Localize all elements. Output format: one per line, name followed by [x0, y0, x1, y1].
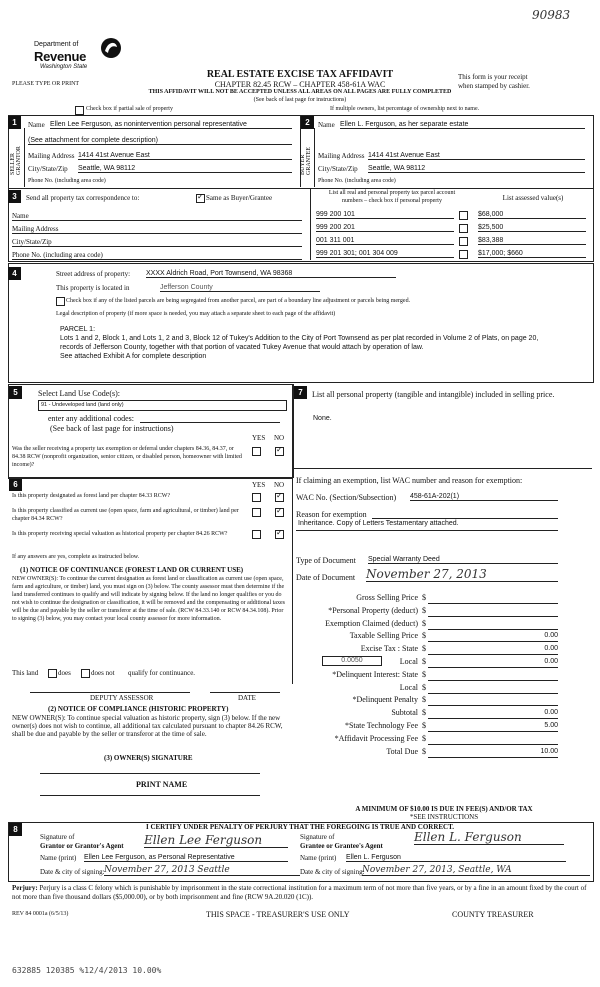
- buyer-mailing-label: Mailing Address: [318, 152, 365, 160]
- segregated-label: Check box if any of the listed parcels are being segregated from another parcel, are part of a boundary line adjustment or parcels being merged.: [66, 298, 411, 304]
- print-name-label: PRINT NAME: [136, 780, 188, 789]
- assessed-header: List assessed value(s): [502, 194, 564, 202]
- grantee-date-city: November 27, 2013, Seattle, WA: [362, 865, 590, 876]
- tax-row-value: 0.00: [428, 632, 558, 642]
- wac-label: WAC No. (Section/Subsection): [296, 493, 397, 502]
- minimum-due-note: A MINIMUM OF $10.00 IS DUE IN FEE(S) AND/OR TAX: [355, 805, 533, 813]
- tax-row-label: Subtotal: [391, 708, 418, 718]
- see-back-instructions: (See back of last page for instructions): [253, 97, 347, 103]
- does-checkbox[interactable]: [48, 669, 57, 678]
- forest-land-question: Is this property designated as forest land per chapter 84.33 RCW?: [12, 493, 171, 499]
- s6-no: NO: [274, 481, 285, 489]
- s3-name-label: Name: [12, 212, 302, 221]
- notice-continuance-text: NEW OWNER(S): To continue the current designation as forest land or classification as current use (open space, farm and agriculture, or timber) land, you must sign on (3) below. The county assessor must then determine if the land transferred continues to qualify and will indicate by signing below. If the land no longer qualifies or you do not wish to continue the designation or classification, it will be removed and the compensating or additional taxes will be due and payable by the seller or transferor at the time of sale. (RCW 84.33.140 or RCW 84.34.108). Prior to signing (3) below, you may contact your local county assessor for more information.: [12, 576, 285, 622]
- current-use-question: Is this property classified as current use (open space, farm and agricultural, or timber) land per chapter 84.34 RCW?: [12, 508, 239, 522]
- seller-phone-label: Phone No. (including area code): [28, 178, 106, 184]
- personal-property-checkbox[interactable]: [459, 224, 468, 233]
- tax-row-label: *Delinquent Penalty: [352, 695, 418, 705]
- department-logo: [30, 37, 120, 79]
- s3-mailing-label: Mailing Address: [12, 225, 302, 234]
- parcel-number: 001 311 001: [316, 237, 454, 245]
- grantee-date-label: Date & city of signing:: [300, 868, 365, 876]
- parcel-number: 999 201 301; 001 304 009: [316, 250, 454, 258]
- recording-stamp: 632885 120385 %12/4/2013 10.00%: [12, 966, 162, 975]
- this-land-label: This land: [12, 669, 39, 677]
- parcel-header-2: numbers – check box if personal property: [342, 198, 442, 204]
- land-use-label: Select Land Use Code(s):: [38, 389, 120, 398]
- doc-date: November 27, 2013: [366, 567, 558, 582]
- exemption-question: Was the seller receiving a property tax exemption or deferral under chapters 84.36, 84.37, or 84.38 RCW (nonprofit organization, senior citizen, or disabled person, homeowner with limited income)?: [12, 446, 242, 468]
- parcel-number: 999 200 201: [316, 224, 454, 232]
- does-not-checkbox[interactable]: [81, 669, 90, 678]
- grantor-date-label: Date & city of signing:: [40, 868, 105, 876]
- owner-signature-label: (3) OWNER(S) SIGNATURE: [104, 754, 193, 762]
- perjury-statement: [12, 884, 592, 902]
- tax-row-dollar: $: [422, 618, 426, 628]
- personal-property-checkbox[interactable]: [459, 211, 468, 220]
- parcel-title: PARCEL 1:: [60, 326, 96, 333]
- tax-row-dollar: $: [422, 669, 426, 679]
- tax-row-value: 0.00: [428, 709, 558, 719]
- personal-property-list-label: List all personal property (tangible and intangible) included in selling price.: [312, 390, 555, 399]
- does-not-label: does not: [91, 669, 115, 677]
- assessed-value: $17,000; $660: [478, 250, 586, 258]
- tax-row-label: Local: [399, 682, 418, 692]
- type-or-print: PLEASE TYPE OR PRINT: [12, 81, 80, 87]
- historic-yes-checkbox[interactable]: [252, 530, 261, 539]
- county-treasurer-label: COUNTY TREASURER: [452, 910, 534, 919]
- buyer-city-label: City/State/Zip: [318, 165, 358, 173]
- tax-row-dollar: $: [422, 708, 426, 718]
- historic-no-checkbox[interactable]: [275, 530, 284, 539]
- tax-row-value: [428, 735, 558, 745]
- parcel-number: 999 200 101: [316, 211, 454, 219]
- doc-type: Special Warranty Deed: [368, 556, 558, 564]
- section-2-number: 2: [301, 116, 314, 129]
- partial-sale-label: Check box if partial sale of property: [86, 106, 173, 112]
- revenue-logo-icon: [100, 37, 122, 59]
- tax-row-label: *State Technology Fee: [344, 721, 418, 730]
- tax-row-label: Total Due: [386, 746, 418, 756]
- seller-mailing: 1414 41st Avenue East: [78, 152, 292, 160]
- tax-row-dollar: $: [422, 721, 426, 730]
- partial-sale-checkbox[interactable]: [75, 106, 84, 115]
- tax-row-value: [428, 594, 558, 604]
- s3-phone-label: Phone No. (including area code): [12, 251, 302, 260]
- grantee-sig-label2: Grantee or Grantee's Agent: [300, 842, 383, 850]
- street-address-label: Street address of property:: [56, 270, 131, 278]
- doc-date-label: Date of Document: [296, 573, 356, 582]
- personal-property-checkbox[interactable]: [459, 250, 468, 259]
- grantor-signature: Ellen Lee Ferguson: [144, 833, 288, 848]
- receipt-line2: when stamped by cashier.: [458, 82, 530, 90]
- buyer-side-label: BUYER GRANTEE: [300, 147, 312, 175]
- tax-row-dollar: $: [422, 631, 426, 641]
- buyer-name-label: Name: [318, 121, 335, 129]
- tax-row-value: 10.00: [428, 748, 558, 758]
- seller-mailing-label: Mailing Address: [28, 152, 75, 160]
- s5-yes-checkbox[interactable]: [252, 447, 261, 456]
- tax-row-value: 5.00: [428, 722, 558, 732]
- same-as-buyer-label: Same as Buyer/Grantee: [206, 194, 273, 202]
- section-6-number: 6: [9, 478, 22, 491]
- local-rate-box: 0.0050: [322, 656, 382, 666]
- tax-row-value: [428, 684, 558, 694]
- perjury-text: Perjury is a class C felony which is punishable by imprisonment in the state correctional institution for a maximum term of not more than five years, or by a fine in an amount fixed by the court of not more than five thousand dollars ($5,000.00), or by both imprisonment and fine (RCW 9A.20.020 (1C)).: [12, 884, 587, 901]
- qualify-label: qualify for continuance.: [128, 669, 196, 677]
- section-4-box: [8, 263, 594, 383]
- tax-row-value: [428, 620, 558, 630]
- perjury-bold: Perjury:: [12, 884, 38, 892]
- section-3-number: 3: [8, 190, 21, 203]
- tax-row-label: *Personal Property (deduct): [328, 605, 418, 615]
- logo-line3: Washington State: [40, 64, 88, 70]
- seller-city-label: City/State/Zip: [28, 165, 68, 173]
- seller-name-label: Name: [28, 121, 45, 129]
- s6-yes: YES: [252, 481, 266, 489]
- logo-line2: Revenue: [34, 49, 87, 64]
- rev-number: REV 84 0001a (6/5/13): [12, 911, 69, 917]
- legal-description-see-attached: See attached Exhibit A for complete description: [60, 353, 207, 360]
- s5-see-back: (See back of last page for instructions): [50, 424, 174, 433]
- tax-row-dollar: $: [422, 733, 426, 743]
- grantor-date-city: November 27, 2013 Seattle: [104, 865, 300, 876]
- treasurer-space-label: THIS SPACE - TREASURER'S USE ONLY: [206, 910, 350, 919]
- forest-yes-checkbox[interactable]: [252, 493, 261, 502]
- notice-continuance-title: (1) NOTICE OF CONTINUANCE (FOREST LAND OR CURRENT USE): [20, 566, 244, 574]
- s5-no-checkbox[interactable]: [275, 447, 284, 456]
- tax-row-dollar: $: [422, 593, 426, 602]
- seller-side-label: SELLER GRANTOR: [10, 146, 22, 175]
- tax-row-dollar: $: [422, 682, 426, 692]
- grantor-sig-label1: Signature of: [40, 833, 75, 841]
- current-use-no-checkbox[interactable]: [275, 508, 284, 517]
- parcel-header-1: List all real and personal property tax parcel account: [328, 190, 456, 196]
- section-7-number: 7: [294, 386, 307, 399]
- street-address: XXXX Aldrich Road, Port Townsend, WA 98368: [146, 270, 396, 278]
- assessed-value: $25,500: [478, 224, 586, 232]
- grantor-name: Ellen Lee Ferguson, as Personal Representative: [84, 854, 288, 862]
- deputy-assessor-label: DEPUTY ASSESSOR: [90, 694, 154, 702]
- seller-city: Seattle, WA 98112: [78, 165, 292, 173]
- does-label: does: [58, 669, 71, 677]
- tax-row-dollar: $: [422, 746, 426, 756]
- section-1-number: 1: [8, 116, 21, 129]
- tax-row-label: Gross Selling Price: [356, 593, 418, 602]
- tax-row-label: *Delinquent Interest: State: [332, 669, 418, 679]
- notice-compliance-text: NEW OWNER(S): To continue special valuation as historic property, sign (3) below. If the new owner(s) does not wish to continue, all additional tax calculated pursuant to chapter 84.26 RCW, shall be due and payable by the seller or transferor at the time of sale.: [12, 714, 283, 738]
- send-correspondence-label: Send all property tax correspondence to:: [26, 194, 140, 202]
- segregated-checkbox[interactable]: [56, 297, 65, 306]
- seller-name: Ellen Lee Ferguson, as nonintervention personal representative: [50, 121, 292, 129]
- assessed-value: $68,000: [478, 211, 586, 219]
- grantor-name-label: Name (print): [40, 854, 77, 862]
- tax-row-label: Exemption Claimed (deduct): [325, 618, 418, 628]
- certify-statement: I CERTIFY UNDER PENALTY OF PERJURY THAT THE FOREGOING IS TRUE AND CORRECT.: [145, 823, 454, 831]
- see-instructions-note: *SEE INSTRUCTIONS: [409, 813, 479, 821]
- tax-row-value: 0.00: [428, 658, 558, 668]
- additional-codes-label: enter any additional codes:: [48, 414, 134, 423]
- buyer-name: Ellen L. Ferguson, as her separate estate: [340, 121, 585, 129]
- forest-no-checkbox[interactable]: [275, 493, 284, 502]
- located-in-label: This property is located in: [56, 284, 130, 292]
- tax-row-dollar: $: [422, 695, 426, 705]
- if-yes-instruction: If any answers are yes, complete as instructed below.: [12, 554, 140, 560]
- s5-yes: YES: [252, 434, 266, 442]
- receipt-line1: This form is your receipt: [458, 73, 528, 81]
- doc-type-label: Type of Document: [296, 556, 356, 565]
- logo-line1: Department of: [34, 41, 79, 48]
- buyer-city: Seattle, WA 98112: [368, 165, 585, 173]
- exemption-reason: Inheritance. Copy of Letters Testamentary attached.: [298, 520, 459, 527]
- tax-row-label: Local: [399, 657, 418, 666]
- assessed-value: $83,388: [478, 237, 586, 245]
- tax-row-label: Taxable Selling Price: [349, 631, 418, 641]
- tax-row-dollar: $: [422, 644, 426, 654]
- same-as-buyer-checkbox[interactable]: [196, 194, 205, 203]
- buyer-mailing: 1414 41st Avenue East: [368, 152, 585, 160]
- historic-question: Is this property receiving special valuation as historical property per chapter 84.26 RCW?: [12, 531, 228, 537]
- tax-row-value: [428, 696, 558, 706]
- form-chapter: CHAPTER 82.45 RCW – CHAPTER 458-61A WAC: [214, 80, 386, 89]
- form-title: REAL ESTATE EXCISE TAX AFFIDAVIT: [206, 69, 394, 80]
- tax-row-value: [428, 671, 558, 681]
- tax-row-value: [428, 607, 558, 617]
- wac-number: 458-61A-202(1): [410, 493, 558, 501]
- section-5-number: 5: [9, 386, 22, 399]
- s5-no: NO: [274, 434, 285, 442]
- notice-compliance-title: (2) NOTICE OF COMPLIANCE (HISTORIC PROPERTY): [48, 705, 229, 713]
- exemption-claim-label: If claiming an exemption, list WAC number and reason for exemption:: [296, 476, 523, 485]
- reason-label: Reason for exemption: [296, 510, 367, 519]
- grantee-name-label: Name (print): [300, 854, 337, 862]
- personal-property-value: None.: [313, 415, 332, 422]
- grantor-sig-label2: Grantor or Grantor's Agent: [40, 842, 124, 850]
- current-use-yes-checkbox[interactable]: [252, 508, 261, 517]
- tax-row-value: 0.00: [428, 645, 558, 655]
- handwritten-file-number: 90983: [532, 8, 571, 22]
- section-8-number: 8: [9, 823, 22, 836]
- deputy-date-label: DATE: [238, 694, 256, 702]
- county: Jefferson County: [160, 284, 320, 292]
- seller-name-cont: (See attachment for complete description): [28, 137, 292, 145]
- grantee-name: Ellen L. Ferguson: [346, 854, 566, 862]
- tax-row-dollar: $: [422, 605, 426, 615]
- tax-row-dollar: $: [422, 657, 426, 666]
- legal-description: Lots 1 and 2, Block 1, and Lots 1, 2 and 3, Block 12 of Tukey's Addition to the City of Port Townsend as per plat recorded in Volume 2 of Plats, on page 20, records of Jefferson County, together with that portion of vacated Tukey Avenue that would attach by operation of law.: [60, 335, 539, 351]
- s3-city-label: City/State/Zip: [12, 238, 302, 247]
- tax-row-label: Excise Tax : State: [360, 644, 418, 654]
- grantee-signature: Ellen L. Ferguson: [414, 830, 564, 845]
- personal-property-checkbox[interactable]: [459, 237, 468, 246]
- tax-row-label: *Affidavit Processing Fee: [334, 733, 418, 743]
- form-warning: THIS AFFIDAVIT WILL NOT BE ACCEPTED UNLESS ALL AREAS ON ALL PAGES ARE FULLY COMPLETED: [148, 89, 452, 95]
- grantee-sig-label1: Signature of: [300, 833, 335, 841]
- section-4-number: 4: [8, 267, 21, 280]
- legal-description-label: Legal description of property (if more space is needed, you may attach a separate sheet to each page of the affidavit): [56, 311, 336, 317]
- land-use-select[interactable]: 91 - Undeveloped land (land only): [38, 400, 287, 411]
- buyer-phone-label: Phone No. (including area code): [318, 178, 396, 184]
- multiple-owners-note: If multiple owners, list percentage of ownership next to name.: [330, 106, 480, 112]
